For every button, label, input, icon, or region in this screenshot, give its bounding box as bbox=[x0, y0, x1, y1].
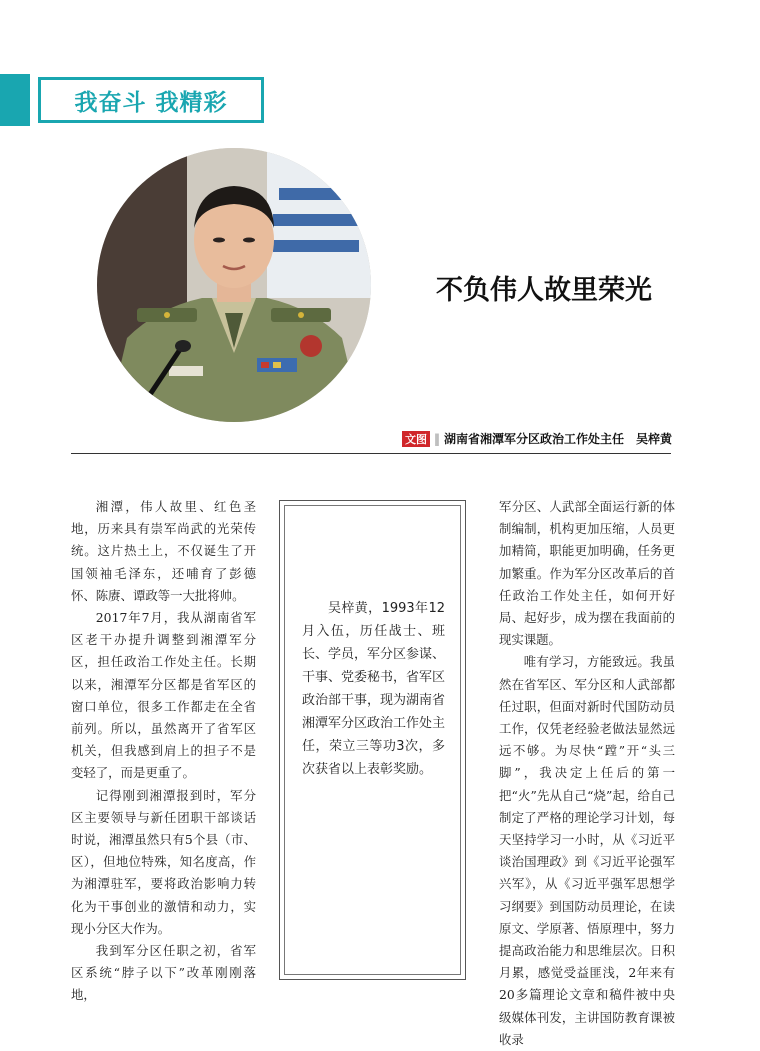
byline-tag: 文图 bbox=[402, 431, 430, 447]
byline-divider: ‖ bbox=[433, 431, 440, 446]
body-paragraph: 记得刚到湘潭报到时，军分区主要领导与新任团职干部谈话时说，湘潭虽然只有5个县（市、区），但地位特殊，知名度高，作为湘潭驻军，要将政治影响力转化为干事创业的激情和动力，实现小分区大作为。 bbox=[71, 787, 256, 936]
body-paragraph: 我到军分区任职之初，省军区系统“脖子以下”改革刚刚落地， bbox=[71, 943, 256, 1003]
body-paragraph: 军分区、人武部全面运行新的体制编制，机构更加压缩，人员更加精简，职能更加明确，任务更加繁重。作为军分区改革后的首任政治工作处主任，如何开好局、起好步，成为摆在我面前的现实课题。 bbox=[499, 499, 675, 648]
byline-author: 湖南省湘潭军分区政治工作处主任 吴梓黄 bbox=[443, 432, 672, 446]
bio-text: 吴梓黄，1993年12月入伍，历任战士、班长、学员，军分区参谋、干事、党委秘书，省军区政治部干事，现为湖南省湘潭军分区政治工作处主任，荣立三等功3次，多次获省以上表彰奖励。 bbox=[302, 601, 446, 777]
byline bbox=[402, 430, 672, 447]
body-paragraph: 湘潭，伟人故里、红色圣地，历来具有崇军尚武的光荣传统。这片热土上，不仅诞生了开国领袖毛泽东，还哺育了彭德怀、陈赓、谭政等一大批将帅。 bbox=[71, 499, 256, 603]
portrait-illustration bbox=[97, 148, 371, 422]
portrait-photo bbox=[97, 148, 371, 422]
header-rule bbox=[71, 453, 671, 454]
section-title: 我奋斗 我精彩 bbox=[74, 89, 228, 116]
body-paragraph: 唯有学习，方能致远。我虽然在省军区、军分区和人武部都任过职，但面对新时代国防动员工作，仅凭老经验老做法显然远远不够。为尽快“蹚”开“头三脚”，我决定上任后的第一把“火”先从自己“烧”起，给自己制定了严格的理论学习计划，每天坚持学习一小时，从《习近平谈治国理政》到《习近平论强军兴军》，从《习近平强军思想学习纲要》到国防动员理论，在读原文、学原著、悟原理中，努力提高政治能力和思维层次。日积月累，感觉受益匪浅，2年来有20多篇理论文章和稿件被中央级媒体刊发，主讲国防教育课被收录 bbox=[499, 654, 675, 1047]
section-accent-block bbox=[0, 74, 30, 126]
body-paragraph: 2017年7月，我从湖南省军区老干办提升调整到湘潭军分区，担任政治工作处主任。长期以来，湘潭军分区都是省军区的窗口单位，很多工作都走在全省前列。所以，虽然离开了省军区机关，但我感到肩上的担子不是变轻了，而是更重了。 bbox=[71, 610, 256, 781]
section-banner bbox=[38, 77, 264, 123]
article-title: 不负伟人故里荣光 bbox=[436, 275, 652, 306]
body-column-right bbox=[499, 496, 675, 1051]
body-column-left bbox=[71, 496, 256, 1007]
